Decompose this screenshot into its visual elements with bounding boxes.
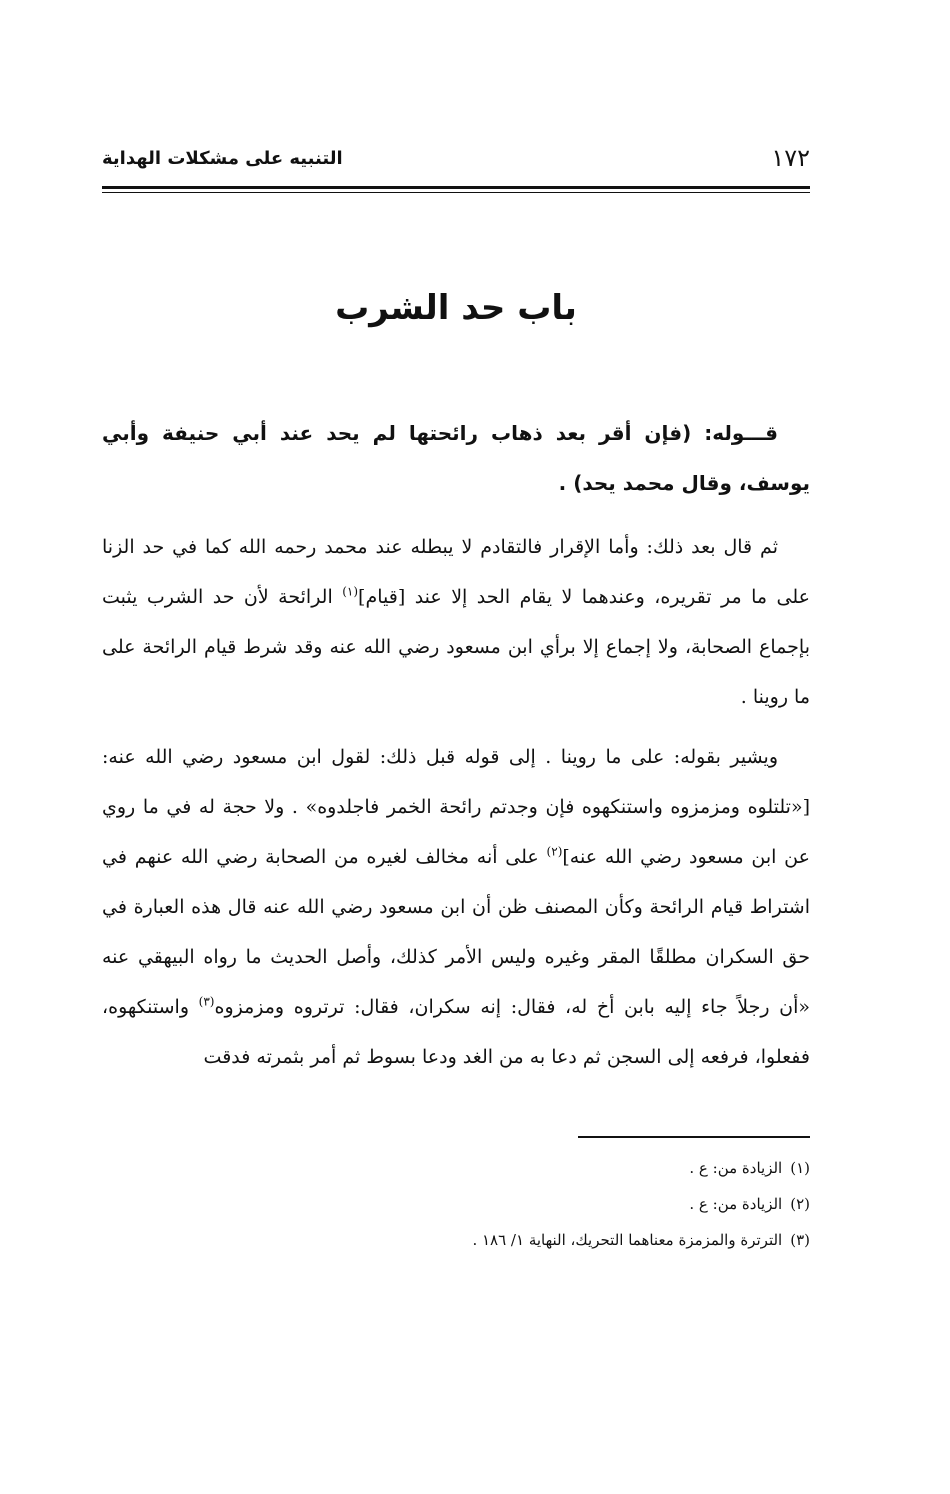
header-rule <box>102 186 810 189</box>
footnote-ref-1[interactable]: (١) <box>342 584 359 599</box>
paragraph-1 <box>102 522 810 722</box>
page-number: ١٧٢ <box>771 144 810 172</box>
footnote-2 <box>102 1186 810 1222</box>
footnote-number: (٣) <box>790 1231 810 1249</box>
footnote-3 <box>102 1222 810 1258</box>
chapter-title: باب حد الشرب <box>335 288 577 328</box>
lead-quote: : (فإن أقر بعد ذهاب رائحتها لم يحد عند أبي حنيفة وأبي يوسف، وقال محمد يحد) . <box>102 421 810 495</box>
footnote-text: الزيادة من: ع . <box>689 1159 783 1177</box>
paragraph-1-part-b: الرائحة لأن حد الشرب يثبت بإجماع الصحابة، ولا إجماع إلا برأي ابن مسعود رضي الله عنه وقد شرط قيام الرائحة على ما روينا . <box>102 586 810 708</box>
footnote-ref-3[interactable]: (٣) <box>198 994 215 1009</box>
footnotes <box>102 1150 810 1258</box>
lead-paragraph <box>102 408 810 508</box>
paragraph-1-part-a: ثم قال بعد ذلك: وأما الإقرار فالتقادم لا يبطله عند محمد رحمه الله كما في حد الزنا على ما مر تقريره، وعندهما لا يقام الحد إلا عند [قيام] <box>102 536 811 608</box>
footnote-rule <box>578 1136 810 1138</box>
paragraph-2-part-b: على أنه مخالف لغيره من الصحابة رضي الله عنهم في اشتراط قيام الرائحة وكأن المصنف ظن أن ابن مسعود رضي الله عنه قال هذه العبارة في حق السكران مطلقًا المقر وغيره وليس الأمر كذلك، وأصل الحديث ما رواه البيهقي عنه «أن رجلاً جاء إليه بابن أخ له، فقال: إنه سكران، فقال: ترتروه ومزمزوه <box>102 846 810 1018</box>
lead-keyword: قـــوله <box>712 421 778 445</box>
footnote-ref-2[interactable]: (٢) <box>546 844 563 859</box>
footnote-number: (٢) <box>790 1195 810 1213</box>
book-title: التنبيه على مشكلات الهداية <box>102 148 343 169</box>
footnote-number: (١) <box>790 1159 810 1177</box>
paragraph-2-part-a: ويشير بقوله: على ما روينا . إلى قوله قبل ذلك: لقول ابن مسعود رضي الله عنه: [«تلتلوه ومزمزوه واستنكهوه فإن وجدتم رائحة الخمر فاجلدوه» . ولا حجة له في ما روي عن ابن مسعود رضي الله عنه] <box>102 746 810 868</box>
paragraph-2-part-c: واستنكهوه، ففعلوا، فرفعه إلى السجن ثم دعا به من الغد ودعا بسوط ثم أمر بثمرته فدقت <box>102 996 810 1068</box>
footnote-text: الترترة والمزمزة معناهما التحريك، النهاية ١/ ١٨٦ . <box>472 1231 783 1249</box>
running-header <box>102 142 810 182</box>
footnote-1 <box>102 1150 810 1186</box>
footnote-text: الزيادة من: ع . <box>689 1195 783 1213</box>
body-text <box>102 408 810 1092</box>
paragraph-2 <box>102 732 810 1082</box>
header-rule-thin <box>102 192 810 193</box>
